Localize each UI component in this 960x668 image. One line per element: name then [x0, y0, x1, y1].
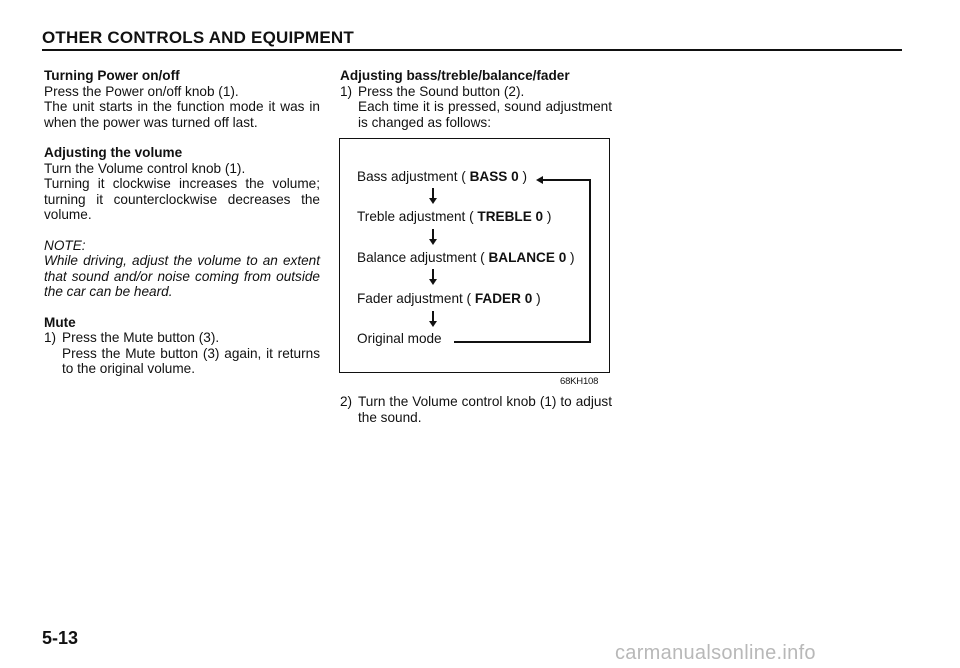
- page-title: OTHER CONTROLS AND EQUIPMENT: [42, 28, 354, 47]
- mute-step: [44, 330, 320, 346]
- power-heading: Turning Power on/off: [44, 68, 180, 83]
- power-instruction: Press the Power on/off knob (1).: [44, 83, 239, 99]
- mute-step-number: 1): [44, 330, 57, 345]
- down-arrow-icon: [429, 311, 437, 327]
- watermark: carmanualsonline.info: [615, 642, 816, 664]
- diagram-fader: Fader adjustment ( FADER 0 ): [357, 291, 541, 306]
- bass-value: BASS 0: [469, 169, 519, 184]
- left-column: [44, 68, 320, 377]
- sound-heading: Adjusting bass/treble/balance/fader: [340, 68, 570, 83]
- sound-step-2-text: Turn the Volume control knob (1) to adjust the sound.: [358, 394, 612, 425]
- note-label: NOTE:: [44, 237, 86, 253]
- diagram-treble: Treble adjustment ( TREBLE 0 ): [357, 209, 552, 224]
- loop-line-bottom: [454, 341, 591, 343]
- down-arrow-icon: [429, 188, 437, 204]
- figure-code: 68KH108: [560, 376, 599, 387]
- note-text: While driving, adjust the volume to an extent that sound and/or noise coming from outside the car can be heard.: [44, 253, 320, 299]
- left-arrow-icon: [536, 176, 543, 184]
- mute-step-text: Press the Mute button (3).: [62, 330, 220, 345]
- loop-line-top: [540, 179, 590, 181]
- power-description: The unit starts in the function mode it was in when the power was turned off last.: [44, 99, 320, 130]
- mute-heading: Mute: [44, 314, 76, 330]
- balance-value: BALANCE 0: [488, 250, 567, 265]
- title-rule: [42, 49, 902, 51]
- sound-mode-diagram: [339, 138, 610, 373]
- mute-step-detail: Press the Mute button (3) again, it returns to the original volume.: [62, 345, 320, 376]
- volume-description: Turning it clockwise increases the volume; turning it counterclockwise decreases the volume.: [44, 176, 320, 222]
- right-column: [340, 68, 612, 130]
- sound-step-1: [340, 84, 612, 100]
- page-number: 5-13: [42, 628, 79, 648]
- down-arrow-icon: [429, 229, 437, 245]
- diagram-bass: Bass adjustment ( BASS 0 ): [357, 169, 527, 184]
- diagram-original-mode: Original mode: [357, 331, 442, 346]
- sound-step-1-text: Press the Sound button (2).: [358, 83, 525, 99]
- treble-value: TREBLE 0: [477, 209, 544, 224]
- volume-heading: Adjusting the volume: [44, 145, 183, 160]
- sound-step-2: [340, 394, 612, 425]
- down-arrow-icon: [429, 269, 437, 285]
- sound-step-1-number: 1): [340, 83, 353, 99]
- sound-step-1-detail: Each time it is pressed, sound adjustment is changed as follows:: [358, 99, 612, 130]
- diagram-balance: Balance adjustment ( BALANCE 0 ): [357, 250, 575, 265]
- fader-value: FADER 0: [474, 291, 533, 306]
- sound-step-2-number: 2): [340, 394, 353, 409]
- volume-instruction: Turn the Volume control knob (1).: [44, 160, 246, 176]
- loop-line-vertical: [589, 179, 591, 342]
